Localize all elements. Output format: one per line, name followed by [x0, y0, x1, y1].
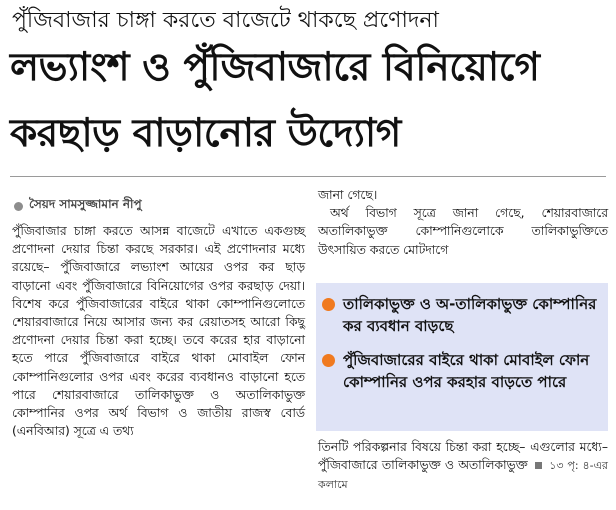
highlight-text: পুঁজিবাজারের বাইরে থাকা মোবাইল ফোন কোম্পানির ওপর করহার বাড়তে পারে — [343, 351, 590, 391]
article-paragraph-continued: জানা গেছে। — [318, 188, 378, 202]
article-column-left — [12, 222, 305, 440]
article-paragraph: পুঁজিবাজার চাঙ্গা করতে আসন্ন বাজেটে এখাতে একগুচ্ছ প্রণোদনা দেয়ার চিন্তা করছে সরকার। এই প্রণোদনার মধ্যে রয়েছে– পুঁজিবাজারে লভ্যাংশ আয়ের ওপর কর ছাড় বাড়ানো এবং পুঁজিবাজারে বিনিয়োগের ওপর করছাড় দেয়া। বিশেষ করে পুঁজিবাজারের বাইরে থাকা কোম্পানিগুলোতে শেয়ারবাজারে নিয়ে আসার জন্য কর রেয়াতসহ আরো কিছু প্রণোদনা দেয়ার চিন্তা করা হচ্ছে। তবে করের হার বাড়ানো হতে পারে পুঁজিবাজারে বাইরে থাকা মোবাইল ফোন কোম্পানিগুলোর ওপর এবং করের ব্যবধানও বাড়ানো হতে পারে শেয়ারবাজারে তালিকাভুক্ত ও অতালিকাভুক্ত কোম্পানির ওপর অর্থ বিভাগ ও জাতীয় রাজস্ব বোর্ড (এনবিআর) সূত্রে এ তথ্য — [12, 224, 305, 439]
bullet-icon — [322, 298, 335, 311]
kicker-headline: পুঁজিবাজার চাঙ্গা করতে বাজেটে থাকছে প্রণোদনা — [12, 8, 439, 33]
article-column-right-bottom — [318, 438, 608, 495]
byline-author: সৈয়দ সামসুজ্জামান নীপু — [29, 197, 142, 211]
square-marker-icon — [535, 462, 542, 469]
article-paragraph: অর্থ বিভাগ সূত্রে জানা গেছে, শেয়ারবাজারে অতালিকাভুক্ত কোম্পানিগুলোকে তালিকাভুক্তিতে উৎসায়িত করতে মোটদাগে — [318, 206, 608, 257]
highlight-item — [322, 293, 605, 337]
main-headline-line-2: করছাড় বাড়ানোর উদ্যোগ — [10, 111, 401, 156]
highlight-item — [322, 349, 605, 393]
divider — [10, 176, 606, 177]
continuation-note: ১৩ পৃ: ৪-এর কলামে — [318, 459, 608, 492]
highlight-text: তালিকাভুক্ত ও অ-তালিকাভুক্ত কোম্পানির কর ব্যবধান বাড়ছে — [343, 295, 597, 335]
highlight-box — [316, 283, 608, 431]
main-headline-line-1: লভ্যাংশ ও পুঁজিবাজারে বিনিয়োগে — [10, 45, 540, 90]
article-text: তিনটি পরিকল্পনার বিষয়ে চিন্তা করা হচ্ছে– এগুলোর মধ্যে– পুঁজিবাজারে তালিকাভুক্ত ও অতালিকাভুক্ত — [318, 440, 608, 473]
article-paragraph — [318, 438, 608, 495]
byline-dot-icon — [14, 202, 23, 211]
article-column-right-top — [318, 186, 608, 259]
byline — [14, 196, 142, 216]
bullet-icon — [322, 354, 335, 367]
